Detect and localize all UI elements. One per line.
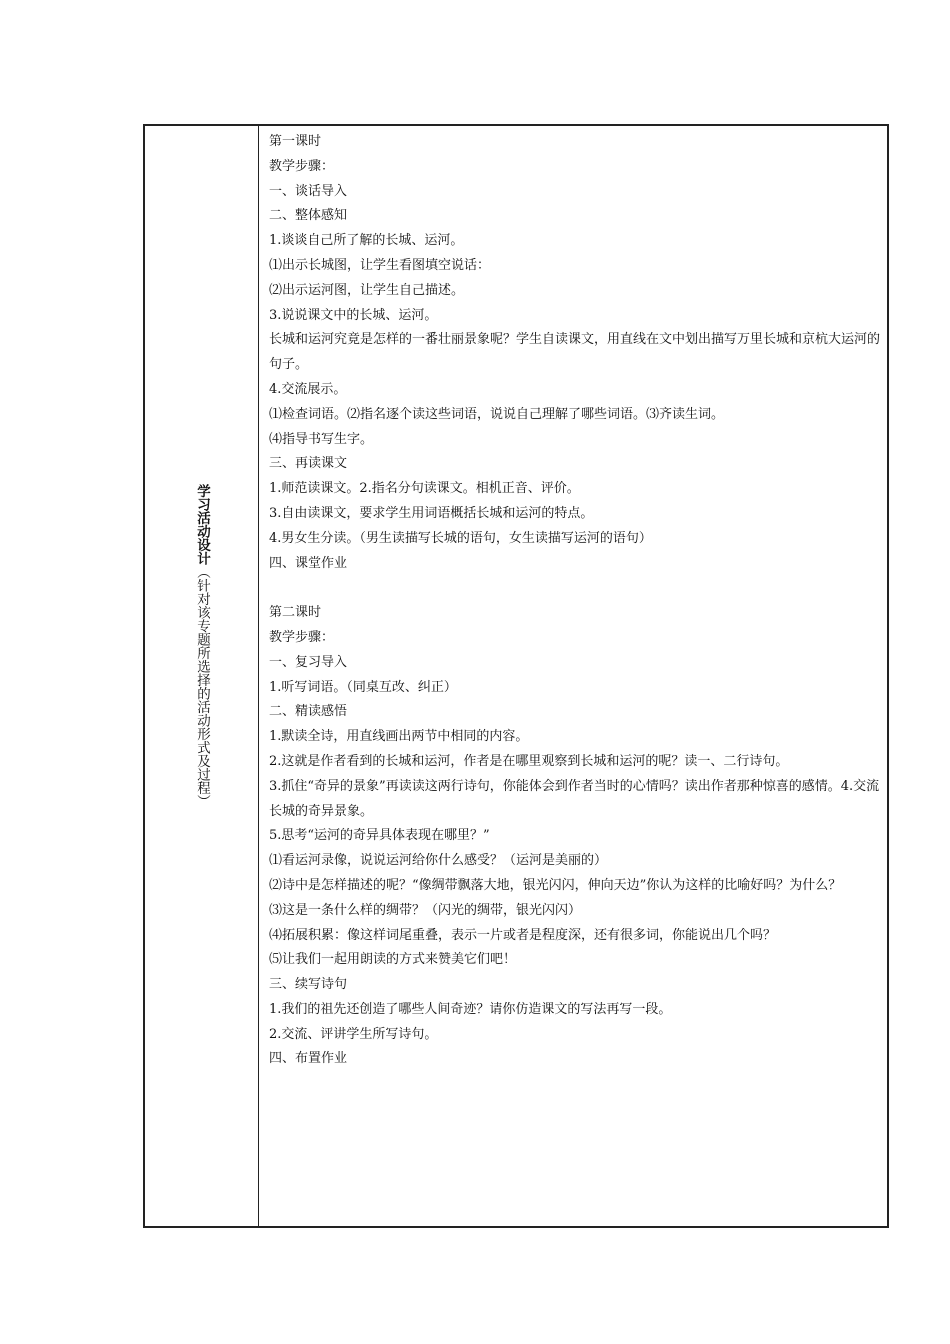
lesson1-line: 1.师范读课文。2.指名分句读课文。相机正音、评价。 [269,481,580,497]
label-subtitle: （针对该专题所选择的活动形式及过程） [194,565,210,808]
lesson1-line: ⑷指导书写生字。 [269,431,374,447]
lesson1-line: 3.自由读课文，要求学生用词语概括长城和运河的特点。 [269,505,594,521]
lesson1-line: 三、再读课文 [269,456,348,472]
lesson1-line: 4.交流展示。 [269,381,347,397]
label-title: 学习活动设计 [194,484,210,565]
lesson1-line: ⑵出示运河图，让学生自己描述。 [269,282,465,298]
lesson2-line: ⑷拓展积累：像这样词尾重叠，表示一片或者是程度深，还有很多词，你能说出几个吗？ [269,927,777,943]
lesson2-line: 1.我们的祖先还创造了哪些人间奇迹？请你仿造课文的写法再写一段。 [269,1001,672,1017]
lesson2-line: 一、复习导入 [269,654,348,670]
lesson2-line: 三、续写诗句 [269,977,348,993]
lesson1-heading: 第一课时 [269,134,322,149]
lesson2-line: ⑶这是一条什么样的绸带？（闪光的绸带，银光闪闪） [269,902,582,918]
spacer [269,576,883,601]
lesson1-line: 长城和运河究竟是怎样的一番壮丽景象呢？学生自读课文，用直线在文中划出描写万里长城和京杭大运河的句子。 [269,332,881,373]
activity-design-label-cell [145,126,259,1226]
lesson2-line: 四、布置作业 [269,1051,348,1067]
lesson2-line: 1.听写词语。（同桌互改、纠正） [269,679,457,695]
lesson-plan-table [143,124,889,1228]
lesson2-line: 1.默读全诗，用直线画出两节中相同的内容。 [269,729,529,745]
activity-content-cell [259,126,887,1226]
activity-design-label [194,484,209,808]
lesson2-line: 2.这就是作者看到的长城和运河，作者是在哪里观察到长城和运河的呢？读一、二行诗句。 [269,753,789,769]
lesson1-line: 一、谈话导入 [269,183,348,199]
lesson2-line: 3.抓住“奇异的景象”再读读这两行诗句，你能体会到作者当时的心情吗？读出作者那种惊喜的感情。4.交流长城的奇异景象。 [269,778,880,819]
lesson1-line: 二、整体感知 [269,208,348,224]
lesson1-line: 3.说说课文中的长城、运河。 [269,307,438,323]
lesson1-line: 1.谈谈自己所了解的长城、运河。 [269,233,464,249]
lesson1-line: 四、课堂作业 [269,555,348,571]
lesson2-line: ⑵诗中是怎样描述的呢？“像绸带飘落大地，银光闪闪，伸向天边”你认为这样的比喻好吗？为什么？ [269,877,842,893]
lesson2-steps-label: 教学步骤： [269,629,335,645]
lesson2-line: 5.思考“运河的奇异具体表现在哪里？” [269,828,490,844]
lesson2-line: ⑴看运河录像，说说运河给你什么感受？（运河是美丽的） [269,853,608,869]
lesson1-line: ⑴出示长城图，让学生看图填空说话： [269,257,491,273]
lesson1-steps-label: 教学步骤： [269,158,335,174]
lesson1-line: 4.男女生分读。（男生读描写长城的语句，女生读描写运河的语句） [269,530,652,546]
lesson2-line: 2.交流、评讲学生所写诗句。 [269,1026,438,1042]
lesson1-line: ⑴检查词语。⑵指名逐个读这些词语，说说自己理解了哪些词语。⑶齐读生词。 [269,406,725,422]
lesson2-line: ⑸让我们一起用朗读的方式来赞美它们吧！ [269,952,517,968]
lesson2-line: 二、精读感悟 [269,704,348,720]
lesson2-heading: 第二课时 [269,605,322,621]
